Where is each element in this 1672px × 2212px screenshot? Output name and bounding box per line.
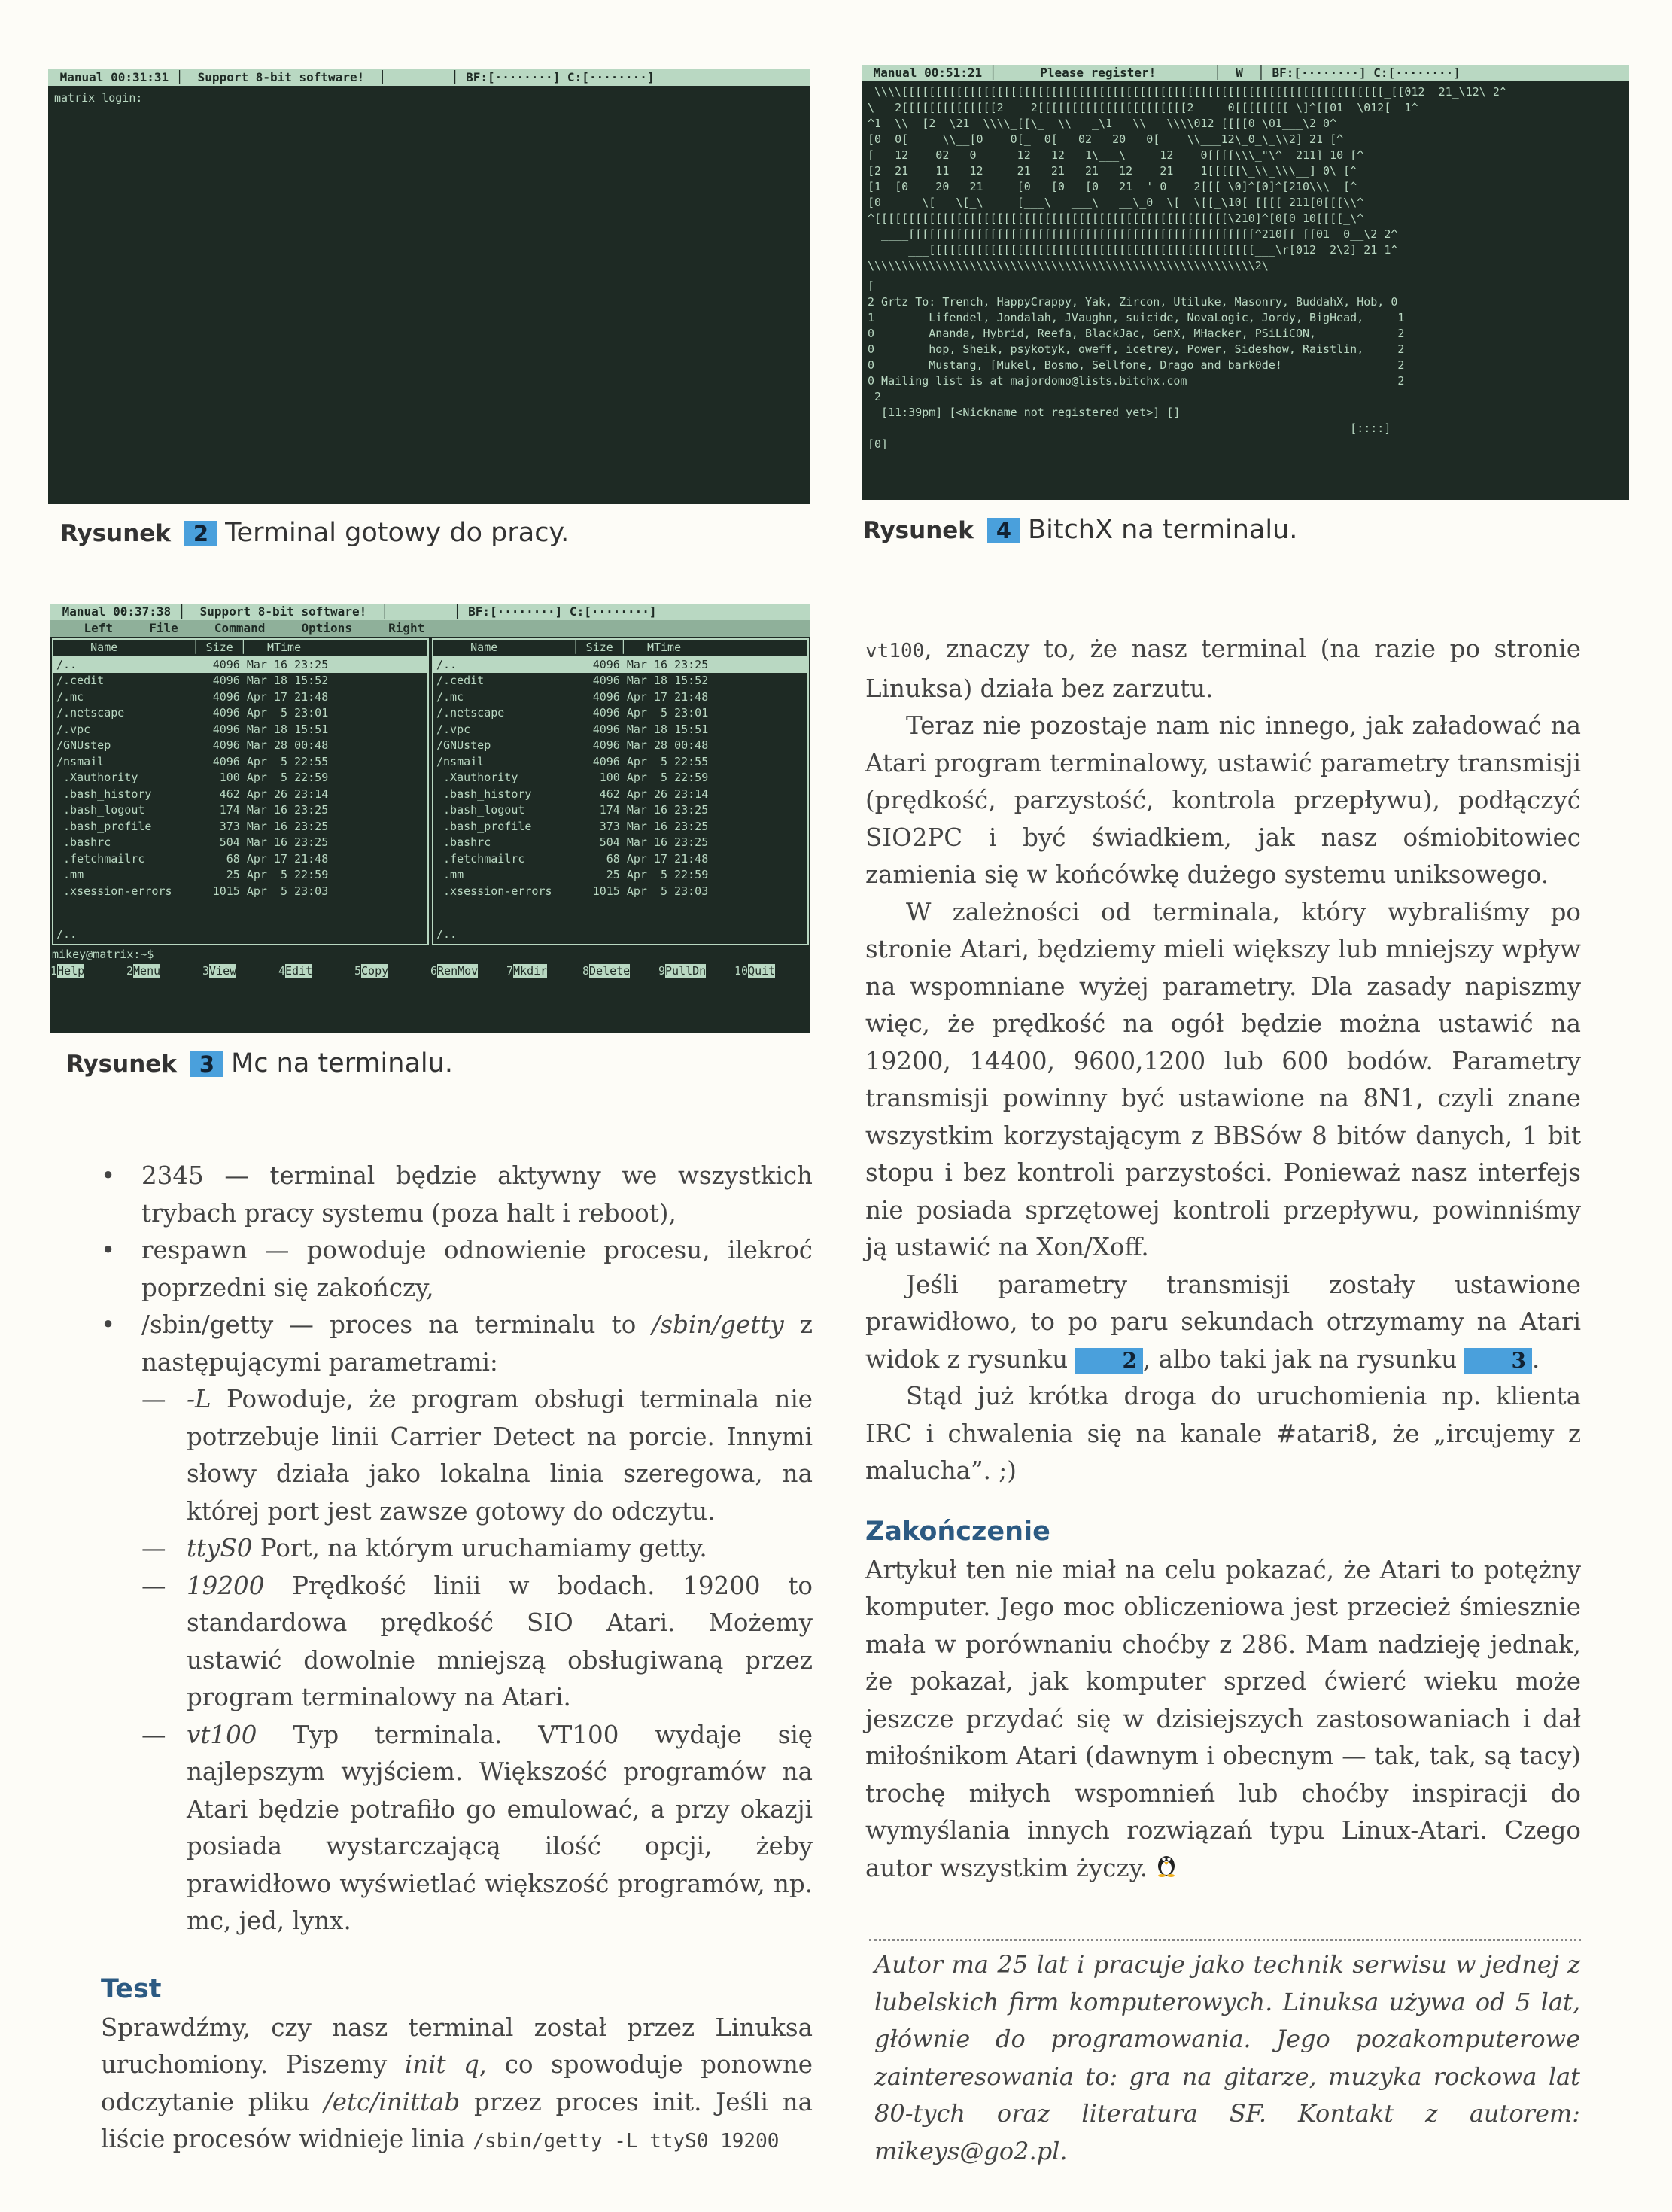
left-pane-rows	[53, 657, 427, 900]
file-row[interactable]: /.vpc 4096 Mar 18 15:51	[436, 722, 709, 736]
conclusion-paragraph	[865, 1552, 1581, 1888]
file-row[interactable]: .Xauthority 100 Apr 5 22:59	[56, 771, 329, 784]
text-run: Jeśli parametry transmisji zostały ustawione prawidłowo, to po paru sekundach otrzymamy na Atari widok z rysunku	[865, 1270, 1581, 1374]
function-key-label: Edit	[285, 964, 313, 978]
file-row[interactable]: .bash_profile 373 Mar 16 23:25	[436, 819, 709, 833]
function-key-mkdir[interactable]: 7Mkdir	[506, 964, 548, 978]
fig2-status-bar: Manual 00:31:31 │ Support 8-bit software! │ │ BF:[········] C:[········]	[48, 69, 810, 86]
inline-code: /sbin/getty -L ttyS0 19200	[473, 2130, 780, 2153]
caption-label: Rysunek	[60, 520, 171, 547]
figure-2-terminal-screenshot	[48, 69, 810, 504]
fig2-login-prompt: matrix login:	[54, 91, 143, 105]
figure-4-caption	[863, 515, 1297, 545]
right-pane-rows	[433, 657, 807, 900]
bullet-item	[101, 1307, 813, 1381]
bullet-key: /sbin/getty	[141, 1310, 274, 1339]
greets-line: 0 Mustang, [Mukel, Bosmo, Sellfone, Drago and bark0de! 2	[868, 358, 1405, 372]
ascii-art-line: [2 21 11 12 21 21 21 12 21 1[[[[[\_\\_\\\__] 0\ [^	[868, 164, 1357, 178]
command-em: init q	[404, 2050, 479, 2079]
function-key-copy[interactable]: 5Copy	[354, 964, 389, 978]
caption-label: Rysunek	[863, 517, 974, 544]
file-row[interactable]: /.cedit 4096 Mar 18 15:52	[436, 674, 709, 687]
figure-number-badge: 3	[190, 1051, 223, 1077]
fig3-right-pane	[432, 638, 809, 945]
fig3-panels	[50, 637, 810, 947]
fig3-menu-bar: Left File Command Options Right	[50, 620, 810, 637]
function-key-label: Mkdir	[513, 964, 548, 978]
text-run: , albo taki jak na rysunku	[1142, 1344, 1465, 1374]
ascii-art-line: [ 12 02 0 12 12 1\___\ 12 0[[[[\\\_"\^ 211] 10 [^	[868, 148, 1364, 162]
paragraph: Teraz nie pozostaje nam nic innego, jak załadować na Atari program terminalowy, ustawić parametry transmisji (prędkość, parzystość, kontrola przepływu), podłączyć SIO2PC i być świadkiem, jak nasz ośmiobitowiec zamienia się w końcówkę dużego systemu uniksowego.	[865, 711, 1581, 889]
fig3-shell-prompt: mikey@matrix:~$	[52, 948, 154, 961]
text-run: , co spowoduje ponowne odczytanie pliku	[101, 2050, 813, 2116]
function-key-label: Delete	[589, 964, 631, 978]
bullet-item	[101, 1232, 813, 1307]
function-key-label: Menu	[133, 964, 161, 978]
file-row[interactable]: .bash_history 462 Apr 26 23:14	[436, 787, 709, 801]
file-row[interactable]: .bash_logout 174 Mar 16 23:25	[56, 803, 329, 817]
greets-line: 0 Mailing list is at majordomo@lists.bitchx.com 2	[868, 374, 1405, 388]
param-desc: Powoduje, że program obsługi terminala nie potrzebuje linii Carrier Detect na porcie. Innymi słowy działa jako lokalna linia szeregowa, na której port jest zawsze gotowy do odczytu.	[187, 1385, 813, 1526]
file-row[interactable]: /.cedit 4096 Mar 18 15:52	[56, 674, 329, 687]
param-name: vt100	[187, 1720, 257, 1749]
caption-text: Mc na terminalu.	[231, 1048, 453, 1079]
param-desc: Port, na którym uruchamiamy getty.	[252, 1534, 707, 1562]
greets-line: 2 Grtz To: Trench, HappyCrappy, Yak, Zircon, Utiluke, Masonry, BuddahX, Hob, 0	[868, 295, 1398, 309]
file-row[interactable]: /.. 4096 Mar 16 23:25	[433, 657, 807, 674]
ascii-art-line: \\\\\\\\\\\\\\\\\\\\\\\\\\\\\\\\\\\\\\\\\\\\\\\\\\\\\\\\\2\	[868, 259, 1269, 272]
file-row[interactable]: /GNUstep 4096 Mar 28 00:48	[436, 738, 709, 752]
ascii-art-line: [1 [0 20 21 [0 [0 [0 21 ' 0 2[[[_\0]^[0]^[210\\\_ [^	[868, 180, 1357, 193]
caption-label: Rysunek	[66, 1051, 177, 1078]
function-key-renmov[interactable]: 6RenMov	[430, 964, 479, 978]
ascii-art-line: ___[[[[[[[[[[[[[[[[[[[[[[[[[[[[[[[[[[[[[[[[[[[[[[[[___\r[012 2\2] 21 1^	[868, 243, 1398, 257]
fig4-ascii-art	[862, 84, 1629, 274]
function-key-label: Copy	[361, 964, 389, 978]
text-run: Artykuł ten nie miał na celu pokazać, że Atari to potężny komputer. Jego moc obliczeniowa jest przecież śmiesznie mała w porównaniu choćby z 286. Mam nadzieję jednak, że pokazał, jak komputer sprzed ćwierć wieku może jeszcze przydać się w dzisiejszych zastosowaniach i dał miłośnikom Atari (dawnym i obecnym — tak, tak, są tacy) trochę miłych wspomnień lub choćby inspiracji do wymyślania innych rozwiązań typu Linux-Atari. Czego autor wszystkim życzy.	[865, 1555, 1581, 1882]
greets-line: [0]	[868, 437, 889, 451]
bullet-text: — terminal będzie aktywny we wszystkich trybach pracy systemu (poza halt i reboot),	[141, 1161, 813, 1228]
pane-footer: /..	[56, 926, 78, 941]
pane-footer: /..	[436, 926, 458, 941]
file-row[interactable]: /.mc 4096 Apr 17 21:48	[56, 689, 329, 704]
bullet-text: — powoduje odnowienie procesu, ilekroć poprzedni się zakończy,	[141, 1236, 813, 1302]
file-row[interactable]: .bashrc 504 Mar 16 23:25	[56, 835, 329, 849]
ascii-art-line: \\\\[[[[[[[[[[[[[[[[[[[[[[[[[[[[[[[[[[[[[[[[[[[[[[[[[[[[[[[[[[[[[[[[[[[[[[[_[[012 21_\12\ 2^	[868, 85, 1506, 99]
ascii-art-line: ^[[[[[[[[[[[[[[[[[[[[[[[[[[[[[[[[[[[[[[[[[[[[[[[[[[[[\210]^[0[0 10[[[[_\^	[868, 211, 1364, 225]
text-run: , znaczy to, że nasz terminal (na razie po stronie Linuksa) działa bez zarzutu.	[865, 634, 1581, 703]
file-row[interactable]: .fetchmailrc 68 Apr 17 21:48	[436, 851, 709, 866]
function-key-pulldn[interactable]: 9PullDn	[658, 964, 707, 978]
inline-code: vt100	[865, 640, 925, 662]
bullet-text: — proces na terminalu to	[273, 1310, 652, 1339]
figure-ref-badge: 3	[1464, 1348, 1531, 1374]
function-key-label: Quit	[748, 964, 776, 978]
file-row[interactable]: /.. 4096 Mar 16 23:25	[53, 657, 427, 674]
paragraph	[865, 1267, 1581, 1379]
file-row[interactable]: /.vpc 4096 Mar 18 15:51	[56, 722, 329, 736]
greets-line: 0 Ananda, Hybrid, Reefa, BlackJac, GenX, MHacker, PSiLiCON, 2	[868, 327, 1405, 340]
greets-line: 1 Lifendel, Jondalah, JVaughn, suicide, NovaLogic, Jordy, BigHead, 1	[868, 311, 1405, 324]
paragraph: Stąd już krótka droga do uruchomienia np. klienta IRC i chwalenia się na kanale #atari8, że „ircujemy z malucha”. ;)	[865, 1382, 1581, 1485]
param-name: ttyS0	[187, 1534, 253, 1562]
file-row[interactable]: /.netscape 4096 Apr 5 23:01	[56, 706, 329, 720]
figure-3-caption	[66, 1048, 453, 1079]
text-run: Sprawdźmy, czy nasz terminal został przez Linuksa uruchomiony. Piszemy	[101, 2013, 813, 2079]
tux-penguin-icon	[1155, 1851, 1178, 1888]
ascii-art-line: ____[[[[[[[[[[[[[[[[[[[[[[[[[[[[[[[[[[[[[[[[[[[[[[[[[[[^210[[ [[01 0__\2 2^	[868, 227, 1398, 241]
bullet-key: 2345	[141, 1161, 204, 1190]
ascii-art-line: [0 \[ \[_\ [___\ ___\ __\_0 \[ \[[_\10[ [[[[ 211[0[[[\\^	[868, 196, 1364, 209]
file-row[interactable]: /nsmail 4096 Apr 5 22:55	[56, 754, 329, 768]
caption-text: BitchX na terminalu.	[1028, 515, 1298, 545]
file-row[interactable]: .xsession-errors 1015 Apr 5 23:03	[56, 884, 329, 898]
paragraph: W zależności od terminala, który wybraliśmy po stronie Atari, będziemy mieli większy lub mniejszy wpływ na wspomniane wyżej parametry. Dla zasady napiszmy więc, że prędkość na ogół będzie można ustawić na 19200, 14400, 9600,1200 lub 600 bodów. Parametry transmisji powinny być ustawione na 8N1, czyli znane wszystkim korzystającym z BBSów 8 bitów danych, 1 bit stopu i bez kontroli parzystości. Ponieważ nasz interfejs nie posiada sprzętowej kontroli przepływu, powinniśmy ją ustawić na Xon/Xoff.	[865, 897, 1581, 1261]
figure-4-bitchx-screenshot	[862, 65, 1629, 500]
parameter-item	[101, 1717, 813, 1940]
file-row[interactable]: .bash_profile 373 Mar 16 23:25	[56, 819, 329, 833]
pane-header: Name │ Size │ MTime	[433, 640, 807, 657]
function-key-label: View	[209, 964, 237, 978]
function-key-quit[interactable]: 10Quit	[734, 964, 776, 978]
function-key-menu[interactable]: 2Menu	[126, 964, 161, 978]
file-row[interactable]: .bash_logout 174 Mar 16 23:25	[436, 803, 709, 817]
bullet-key: respawn	[141, 1236, 248, 1264]
fig4-status-bar: Manual 00:51:21 │ Please register! │ W │ BF:[········] C:[········]	[862, 65, 1629, 81]
param-desc: Typ terminala. VT100 wydaje się najlepszym wyjściem. Większość programów na Atari będzie potrafiło go emulować, a przy okazji posiada wystarczającą ilość opcji, żeby prawidłowo wyświetlać większość programów, np. mc, jed, lynx.	[187, 1720, 813, 1935]
bio-separator	[869, 1939, 1581, 1941]
bullet-item	[101, 1158, 813, 1232]
file-row[interactable]: .bashrc 504 Mar 16 23:25	[436, 835, 709, 849]
figure-ref-badge: 2	[1075, 1348, 1142, 1374]
file-row[interactable]: .mm 25 Apr 5 22:59	[436, 868, 709, 881]
parameter-item	[101, 1568, 813, 1717]
greets-line: [::::]	[868, 421, 1391, 435]
bullet-tail: z następującymi parametrami:	[141, 1310, 813, 1377]
greets-line: _2_____________________________________________________________________________	[868, 390, 1405, 403]
greets-line: [11:39pm] [<Nickname not registered yet>] []	[868, 406, 1181, 419]
figure-number-badge: 4	[987, 518, 1020, 543]
path-em: /etc/inittab	[324, 2087, 461, 2116]
file-row[interactable]: /.netscape 4096 Apr 5 23:01	[436, 706, 709, 720]
param-name: -L	[187, 1385, 211, 1413]
ascii-art-line: \_ 2[[[[[[[[[[[[[[2_ 2[[[[[[[[[[[[[[[[[[[[[[2_ 0[[[[[[[[_\]^[[01 \012[_ 1^	[868, 101, 1418, 114]
bullet-em: /sbin/getty	[652, 1310, 784, 1339]
figure-3-mc-screenshot	[50, 604, 810, 1033]
author-bio: Autor ma 25 lat i pracuje jako technik serwisu w jednej z lubelskich firm komputerowych. Linuksa używa od 5 lat, głównie do programowania. Jego pozakomputerowe zainteresowania to: gra na gitarze, muzyka rockowa lat 80-tych oraz literatura SF. Kontakt z autorem: mikeys@go2.pl.	[874, 1950, 1580, 2165]
right-text-column	[865, 631, 1581, 1888]
left-text-column	[101, 1158, 813, 2161]
paragraph	[865, 631, 1581, 707]
fig3-function-keys	[50, 963, 810, 979]
file-row[interactable]: /nsmail 4096 Apr 5 22:55	[436, 754, 709, 768]
text-run: przez proces init. Jeśli na liście procesów widnieje linia	[101, 2087, 813, 2153]
file-row[interactable]: /GNUstep 4096 Mar 28 00:48	[56, 738, 329, 752]
greets-line: 0 hop, Sheik, psykotyk, oweff, icetrey, Power, Sideshow, Raistlin, 2	[868, 342, 1405, 356]
param-desc: Prędkość linii w bodach. 19200 to standardowa prędkość SIO Atari. Możemy ustawić dowolnie mniejszą obsługiwaną przez program terminalowy na Atari.	[187, 1571, 813, 1711]
file-row[interactable]: .fetchmailrc 68 Apr 17 21:48	[56, 851, 329, 866]
file-row[interactable]: .mm 25 Apr 5 22:59	[56, 868, 329, 881]
file-row[interactable]: .bash_history 462 Apr 26 23:14	[56, 787, 329, 801]
greets-line: [	[868, 279, 875, 293]
param-name: 19200	[187, 1571, 265, 1600]
text-run: .	[1531, 1344, 1540, 1374]
fig4-greets-text	[862, 278, 1629, 452]
function-key-label: RenMov	[437, 964, 479, 978]
parameter-item	[101, 1530, 813, 1568]
function-key-label: PullDn	[665, 964, 707, 978]
figure-number-badge: 2	[184, 521, 217, 546]
ascii-art-line: [0 0[ \\__[0 0[_ 0[ 02 20 0[ \\___12\_0_\_\\2] 21 [^	[868, 132, 1344, 146]
function-key-label: Help	[57, 964, 85, 978]
parameter-item	[101, 1381, 813, 1530]
ascii-art-line: ^1 \\ [2 \21 \\\\_[[\_ \\ _\1 \\ \\\\012 [[[[0 \01___\2 0^	[868, 117, 1337, 130]
file-row[interactable]: /.mc 4096 Apr 17 21:48	[436, 689, 709, 704]
function-key-edit[interactable]: 4Edit	[278, 964, 313, 978]
test-paragraph	[101, 2010, 813, 2161]
fig3-status-bar: Manual 00:37:38 │ Support 8-bit software! │ │ BF:[········] C:[········]	[50, 604, 810, 620]
function-key-view[interactable]: 3View	[202, 964, 237, 978]
caption-text: Terminal gotowy do pracy.	[225, 518, 570, 548]
fig3-left-pane	[52, 638, 429, 945]
section-heading-conclusion: Zakończenie	[865, 1516, 1050, 1547]
figure-2-caption	[60, 518, 569, 548]
file-row[interactable]: .Xauthority 100 Apr 5 22:59	[436, 771, 709, 784]
pane-header: Name │ Size │ MTime	[53, 640, 427, 657]
function-key-delete[interactable]: 8Delete	[582, 964, 631, 978]
file-row[interactable]: .xsession-errors 1015 Apr 5 23:03	[436, 884, 709, 898]
function-key-help[interactable]: 1Help	[50, 964, 85, 978]
section-heading-test: Test	[101, 1973, 162, 2004]
